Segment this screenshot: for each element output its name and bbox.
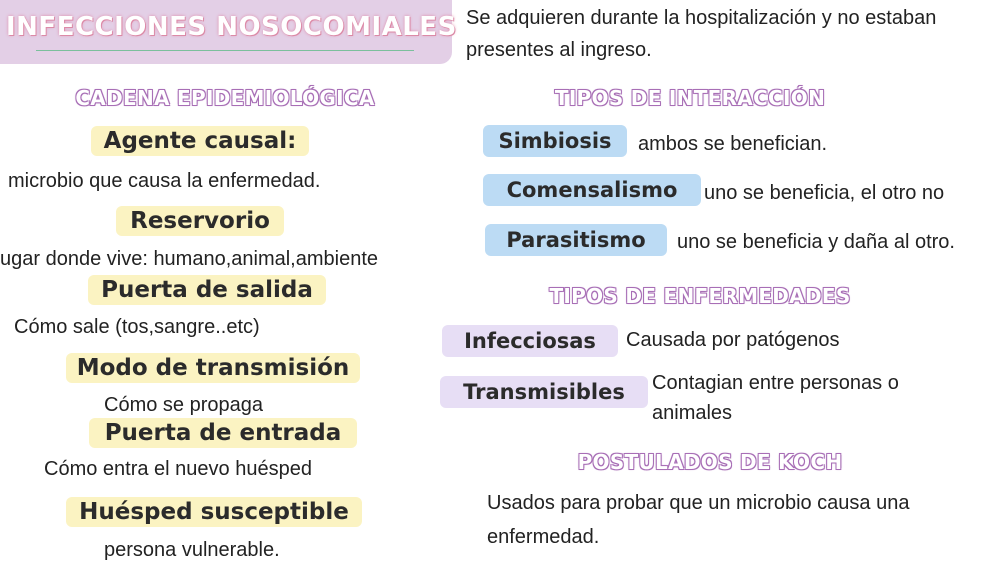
- term-puerta-salida: Puerta de salida: [88, 275, 326, 305]
- desc-parasitismo: uno se beneficia y daña al otro.: [677, 231, 955, 253]
- term-puerta-entrada: Puerta de entrada: [89, 418, 357, 448]
- interaccion-heading: TIPOS DE INTERACCIÓN: [554, 86, 826, 110]
- title-underline: [36, 50, 414, 51]
- desc-reservorio: ugar donde vive: humano,animal,ambiente: [0, 248, 379, 270]
- term-simbiosis: Simbiosis: [483, 125, 627, 157]
- term-modo-transmision: Modo de transmisión: [66, 353, 360, 383]
- term-reservorio: Reservorio: [116, 206, 284, 236]
- koch-desc: Usados para probar que un microbio causa una enfermedad.: [487, 492, 910, 548]
- desc-huesped-susceptible: persona vulnerable.: [104, 539, 280, 561]
- desc-simbiosis: ambos se benefician.: [638, 133, 828, 155]
- desc-transmisibles: Contagian entre personas o animales: [652, 372, 899, 424]
- desc-agente-causal: microbio que causa la enfermedad.: [8, 170, 321, 192]
- term-agente-causal: Agente causal:: [91, 126, 309, 156]
- term-comensalismo: Comensalismo: [483, 174, 701, 206]
- desc-puerta-salida: Cómo sale (tos,sangre..etc): [14, 316, 260, 338]
- desc-comensalismo: uno se beneficia, el otro no: [704, 182, 945, 204]
- term-transmisibles: Transmisibles: [440, 376, 648, 408]
- term-infecciosas: Infecciosas: [442, 325, 618, 357]
- desc-modo-transmision: Cómo se propaga: [104, 394, 263, 416]
- intro-text: Se adquieren durante la hospitalización y no estaban presentes al ingreso.: [466, 7, 937, 61]
- enfermedades-heading: TIPOS DE ENFERMEDADES: [549, 284, 851, 308]
- page-title: INFECCIONES NOSOCOMIALES: [6, 12, 457, 42]
- term-parasitismo: Parasitismo: [485, 224, 667, 256]
- desc-infecciosas: Causada por patógenos: [626, 329, 840, 351]
- cadena-heading: CADENA EPIDEMIOLÓGICA: [75, 86, 375, 110]
- koch-heading: POSTULADOS DE KOCH: [577, 450, 843, 474]
- desc-puerta-entrada: Cómo entra el nuevo huésped: [44, 458, 312, 480]
- term-huesped-susceptible: Huésped susceptible: [66, 497, 362, 527]
